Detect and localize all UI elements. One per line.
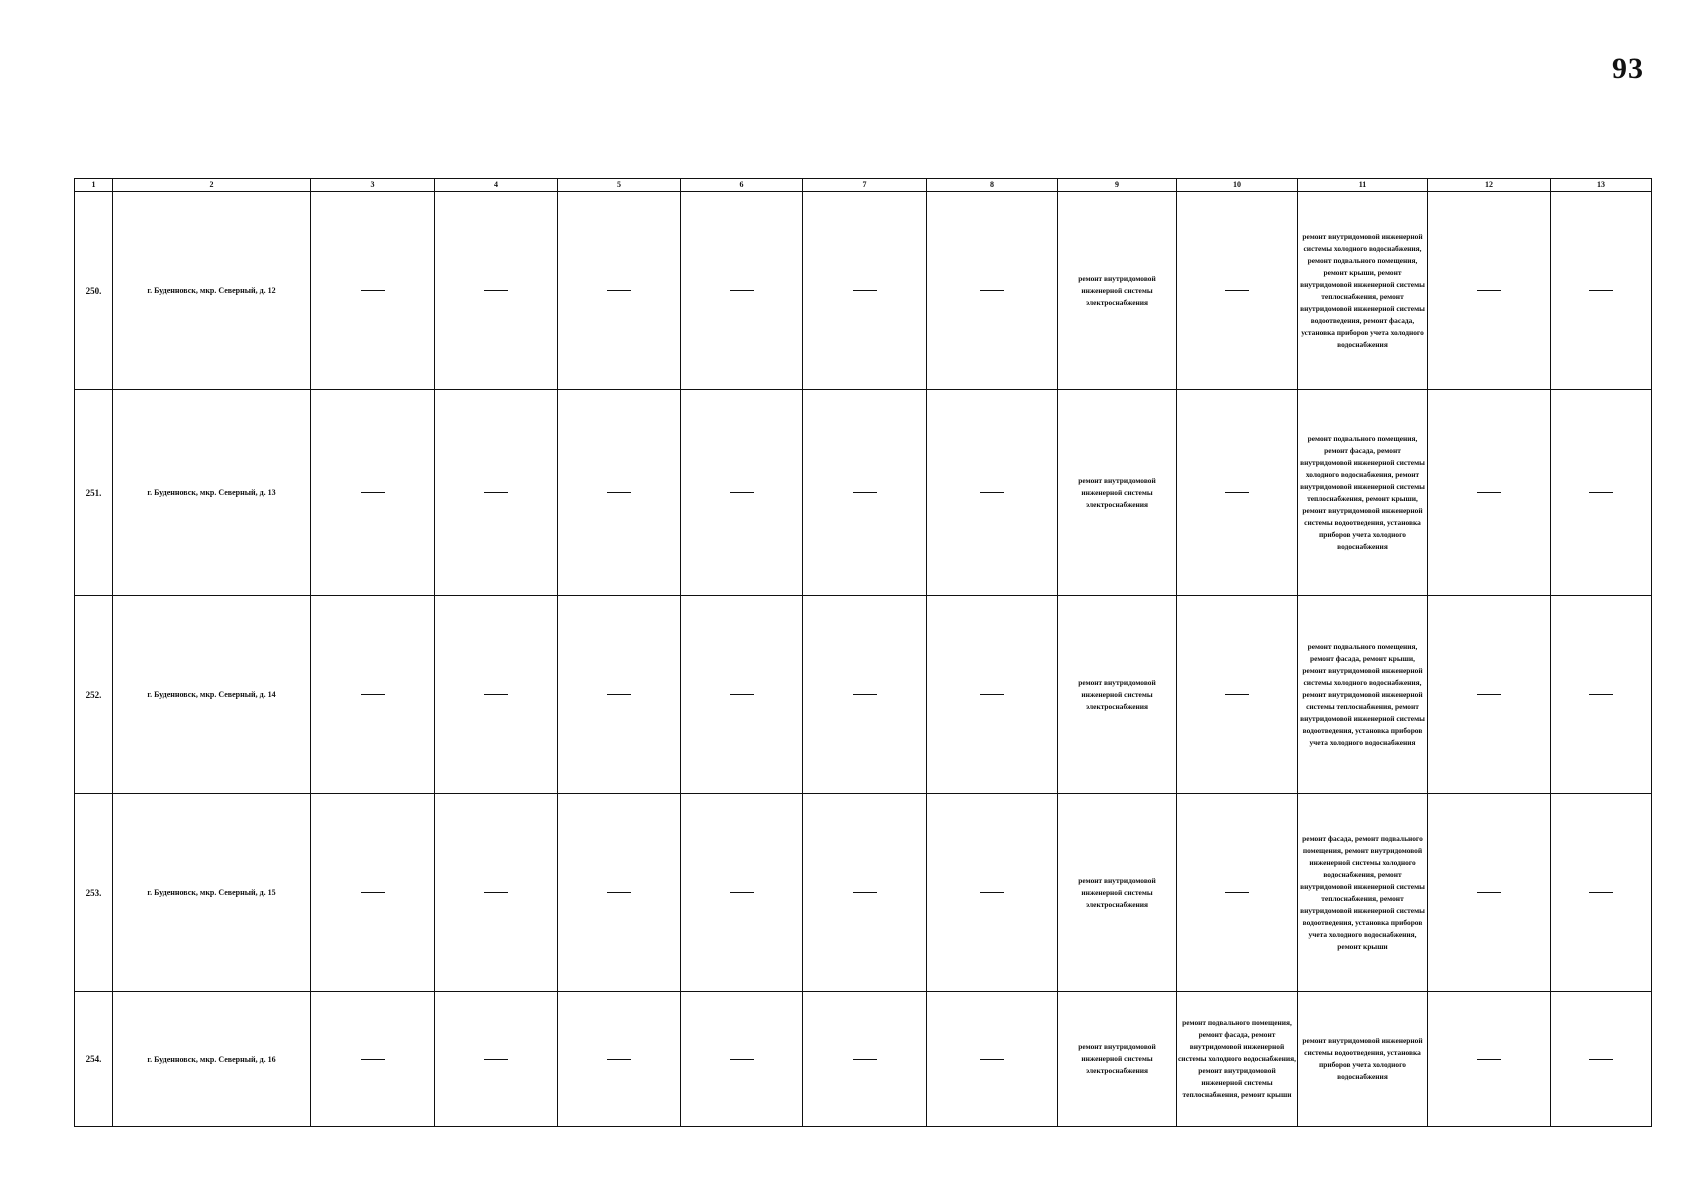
empty-cell <box>1551 390 1652 596</box>
dash-mark <box>1589 694 1613 695</box>
dash-mark <box>730 290 754 291</box>
empty-cell <box>435 596 558 794</box>
column-number-row <box>75 179 1652 192</box>
table-row <box>75 596 1652 794</box>
empty-cell <box>681 596 803 794</box>
work-description: ремонт внутридомовой инженерной системы электроснабжения <box>1058 596 1177 794</box>
dash-mark <box>361 290 385 291</box>
dash-mark <box>1225 290 1249 291</box>
dash-mark <box>980 694 1004 695</box>
work-description: ремонт внутридомовой инженерной системы электроснабжения <box>1058 192 1177 390</box>
empty-cell <box>927 192 1058 390</box>
column-header: 8 <box>927 179 1058 192</box>
dash-mark <box>1477 492 1501 493</box>
dash-mark <box>730 694 754 695</box>
row-number: 253. <box>75 794 113 992</box>
column-header: 5 <box>558 179 681 192</box>
dash-mark <box>361 694 385 695</box>
dash-mark <box>1589 892 1613 893</box>
work-description: ремонт подвального помещения, ремонт фасада, ремонт внутридомовой инженерной системы холодного водоснабжения, ремонт внутридомовой инженерной системы теплоснабжения, ремонт крыши, ремонт внутридомовой инженерной системы водоотведения, установка приборов учета холодного водоснабжения <box>1298 390 1428 596</box>
building-address: г. Буденновск, мкр. Северный, д. 14 <box>113 596 311 794</box>
dash-mark <box>361 892 385 893</box>
dash-mark <box>730 1059 754 1060</box>
column-header: 4 <box>435 179 558 192</box>
empty-cell <box>803 992 927 1127</box>
dash-mark <box>484 892 508 893</box>
dash-mark <box>853 892 877 893</box>
dash-mark <box>853 492 877 493</box>
building-address: г. Буденновск, мкр. Северный, д. 15 <box>113 794 311 992</box>
dash-mark <box>1225 492 1249 493</box>
empty-cell <box>1177 794 1298 992</box>
dash-mark <box>484 1059 508 1060</box>
table-row <box>75 192 1652 390</box>
work-description: ремонт фасада, ремонт подвального помещения, ремонт внутридомовой инженерной системы холодного водоснабжения, ремонт внутридомовой инженерной системы теплоснабжения, ремонт внутридомовой инженерной системы водоотведения, установка приборов учета холодного водоснабжения, ремонт крыши <box>1298 794 1428 992</box>
work-description: ремонт внутридомовой инженерной системы холодного водоснабжения, ремонт подвального помещения, ремонт крыши, ремонт внутридомовой инженерной системы теплоснабжения, ремонт внутридомовой инженерной системы водоотведения, ремонт фасада, установка приборов учета холодного водоснабжения <box>1298 192 1428 390</box>
empty-cell <box>558 992 681 1127</box>
empty-cell <box>311 192 435 390</box>
empty-cell <box>311 794 435 992</box>
empty-cell <box>927 794 1058 992</box>
dash-mark <box>1589 1059 1613 1060</box>
empty-cell <box>1551 192 1652 390</box>
empty-cell <box>681 390 803 596</box>
dash-mark <box>1225 892 1249 893</box>
empty-cell <box>1428 390 1551 596</box>
empty-cell <box>311 390 435 596</box>
empty-cell <box>1551 794 1652 992</box>
work-description: ремонт внутридомовой инженерной системы водоотведения, установка приборов учета холодного водоснабжения <box>1298 992 1428 1127</box>
dash-mark <box>361 1059 385 1060</box>
dash-mark <box>730 492 754 493</box>
building-address: г. Буденновск, мкр. Северный, д. 16 <box>113 992 311 1127</box>
dash-mark <box>1477 892 1501 893</box>
dash-mark <box>484 492 508 493</box>
empty-cell <box>435 192 558 390</box>
empty-cell <box>803 794 927 992</box>
dash-mark <box>361 492 385 493</box>
dash-mark <box>1225 694 1249 695</box>
work-description: ремонт подвального помещения, ремонт фасада, ремонт крыши, ремонт внутридомовой инженерной системы холодного водоснабжения, ремонт внутридомовой инженерной системы теплоснабжения, ремонт внутридомовой инженерной системы водоотведения, установка приборов учета холодного водоснабжения <box>1298 596 1428 794</box>
column-header: 2 <box>113 179 311 192</box>
column-header: 9 <box>1058 179 1177 192</box>
dash-mark <box>607 290 631 291</box>
dash-mark <box>980 1059 1004 1060</box>
dash-mark <box>1477 1059 1501 1060</box>
work-description: ремонт внутридомовой инженерной системы электроснабжения <box>1058 992 1177 1127</box>
empty-cell <box>1177 390 1298 596</box>
dash-mark <box>484 290 508 291</box>
dash-mark <box>1589 492 1613 493</box>
empty-cell <box>681 192 803 390</box>
work-description: ремонт внутридомовой инженерной системы электроснабжения <box>1058 390 1177 596</box>
work-description: ремонт подвального помещения, ремонт фасада, ремонт внутридомовой инженерной системы холодного водоснабжения, ремонт внутридомовой инженерной системы теплоснабжения, ремонт крыши <box>1177 992 1298 1127</box>
dash-mark <box>607 694 631 695</box>
empty-cell <box>558 390 681 596</box>
empty-cell <box>558 192 681 390</box>
column-header: 3 <box>311 179 435 192</box>
dash-mark <box>484 694 508 695</box>
building-address: г. Буденновск, мкр. Северный, д. 13 <box>113 390 311 596</box>
empty-cell <box>435 390 558 596</box>
dash-mark <box>853 694 877 695</box>
table-row <box>75 390 1652 596</box>
empty-cell <box>1428 992 1551 1127</box>
empty-cell <box>803 390 927 596</box>
building-address: г. Буденновск, мкр. Северный, д. 12 <box>113 192 311 390</box>
empty-cell <box>311 992 435 1127</box>
dash-mark <box>980 290 1004 291</box>
empty-cell <box>927 596 1058 794</box>
empty-cell <box>1551 992 1652 1127</box>
dash-mark <box>980 492 1004 493</box>
table-row <box>75 992 1652 1127</box>
column-header: 6 <box>681 179 803 192</box>
column-header: 1 <box>75 179 113 192</box>
empty-cell <box>558 596 681 794</box>
row-number: 252. <box>75 596 113 794</box>
column-header: 10 <box>1177 179 1298 192</box>
table-row <box>75 794 1652 992</box>
dash-mark <box>607 1059 631 1060</box>
column-header: 7 <box>803 179 927 192</box>
empty-cell <box>681 794 803 992</box>
dash-mark <box>730 892 754 893</box>
empty-cell <box>558 794 681 992</box>
dash-mark <box>980 892 1004 893</box>
empty-cell <box>1177 192 1298 390</box>
empty-cell <box>803 192 927 390</box>
work-description: ремонт внутридомовой инженерной системы электроснабжения <box>1058 794 1177 992</box>
empty-cell <box>1428 192 1551 390</box>
row-number: 251. <box>75 390 113 596</box>
empty-cell <box>311 596 435 794</box>
empty-cell <box>1551 596 1652 794</box>
dash-mark <box>853 290 877 291</box>
dash-mark <box>607 892 631 893</box>
dash-mark <box>1477 694 1501 695</box>
empty-cell <box>1428 794 1551 992</box>
column-header: 12 <box>1428 179 1551 192</box>
empty-cell <box>927 992 1058 1127</box>
column-header: 11 <box>1298 179 1428 192</box>
column-header: 13 <box>1551 179 1652 192</box>
dash-mark <box>1589 290 1613 291</box>
empty-cell <box>435 794 558 992</box>
empty-cell <box>681 992 803 1127</box>
empty-cell <box>803 596 927 794</box>
row-number: 250. <box>75 192 113 390</box>
empty-cell <box>927 390 1058 596</box>
dash-mark <box>853 1059 877 1060</box>
empty-cell <box>1428 596 1551 794</box>
repair-schedule-table <box>74 178 1652 1127</box>
empty-cell <box>1177 596 1298 794</box>
empty-cell <box>435 992 558 1127</box>
dash-mark <box>607 492 631 493</box>
page-number: 93 <box>1612 52 1644 85</box>
row-number: 254. <box>75 992 113 1127</box>
dash-mark <box>1477 290 1501 291</box>
